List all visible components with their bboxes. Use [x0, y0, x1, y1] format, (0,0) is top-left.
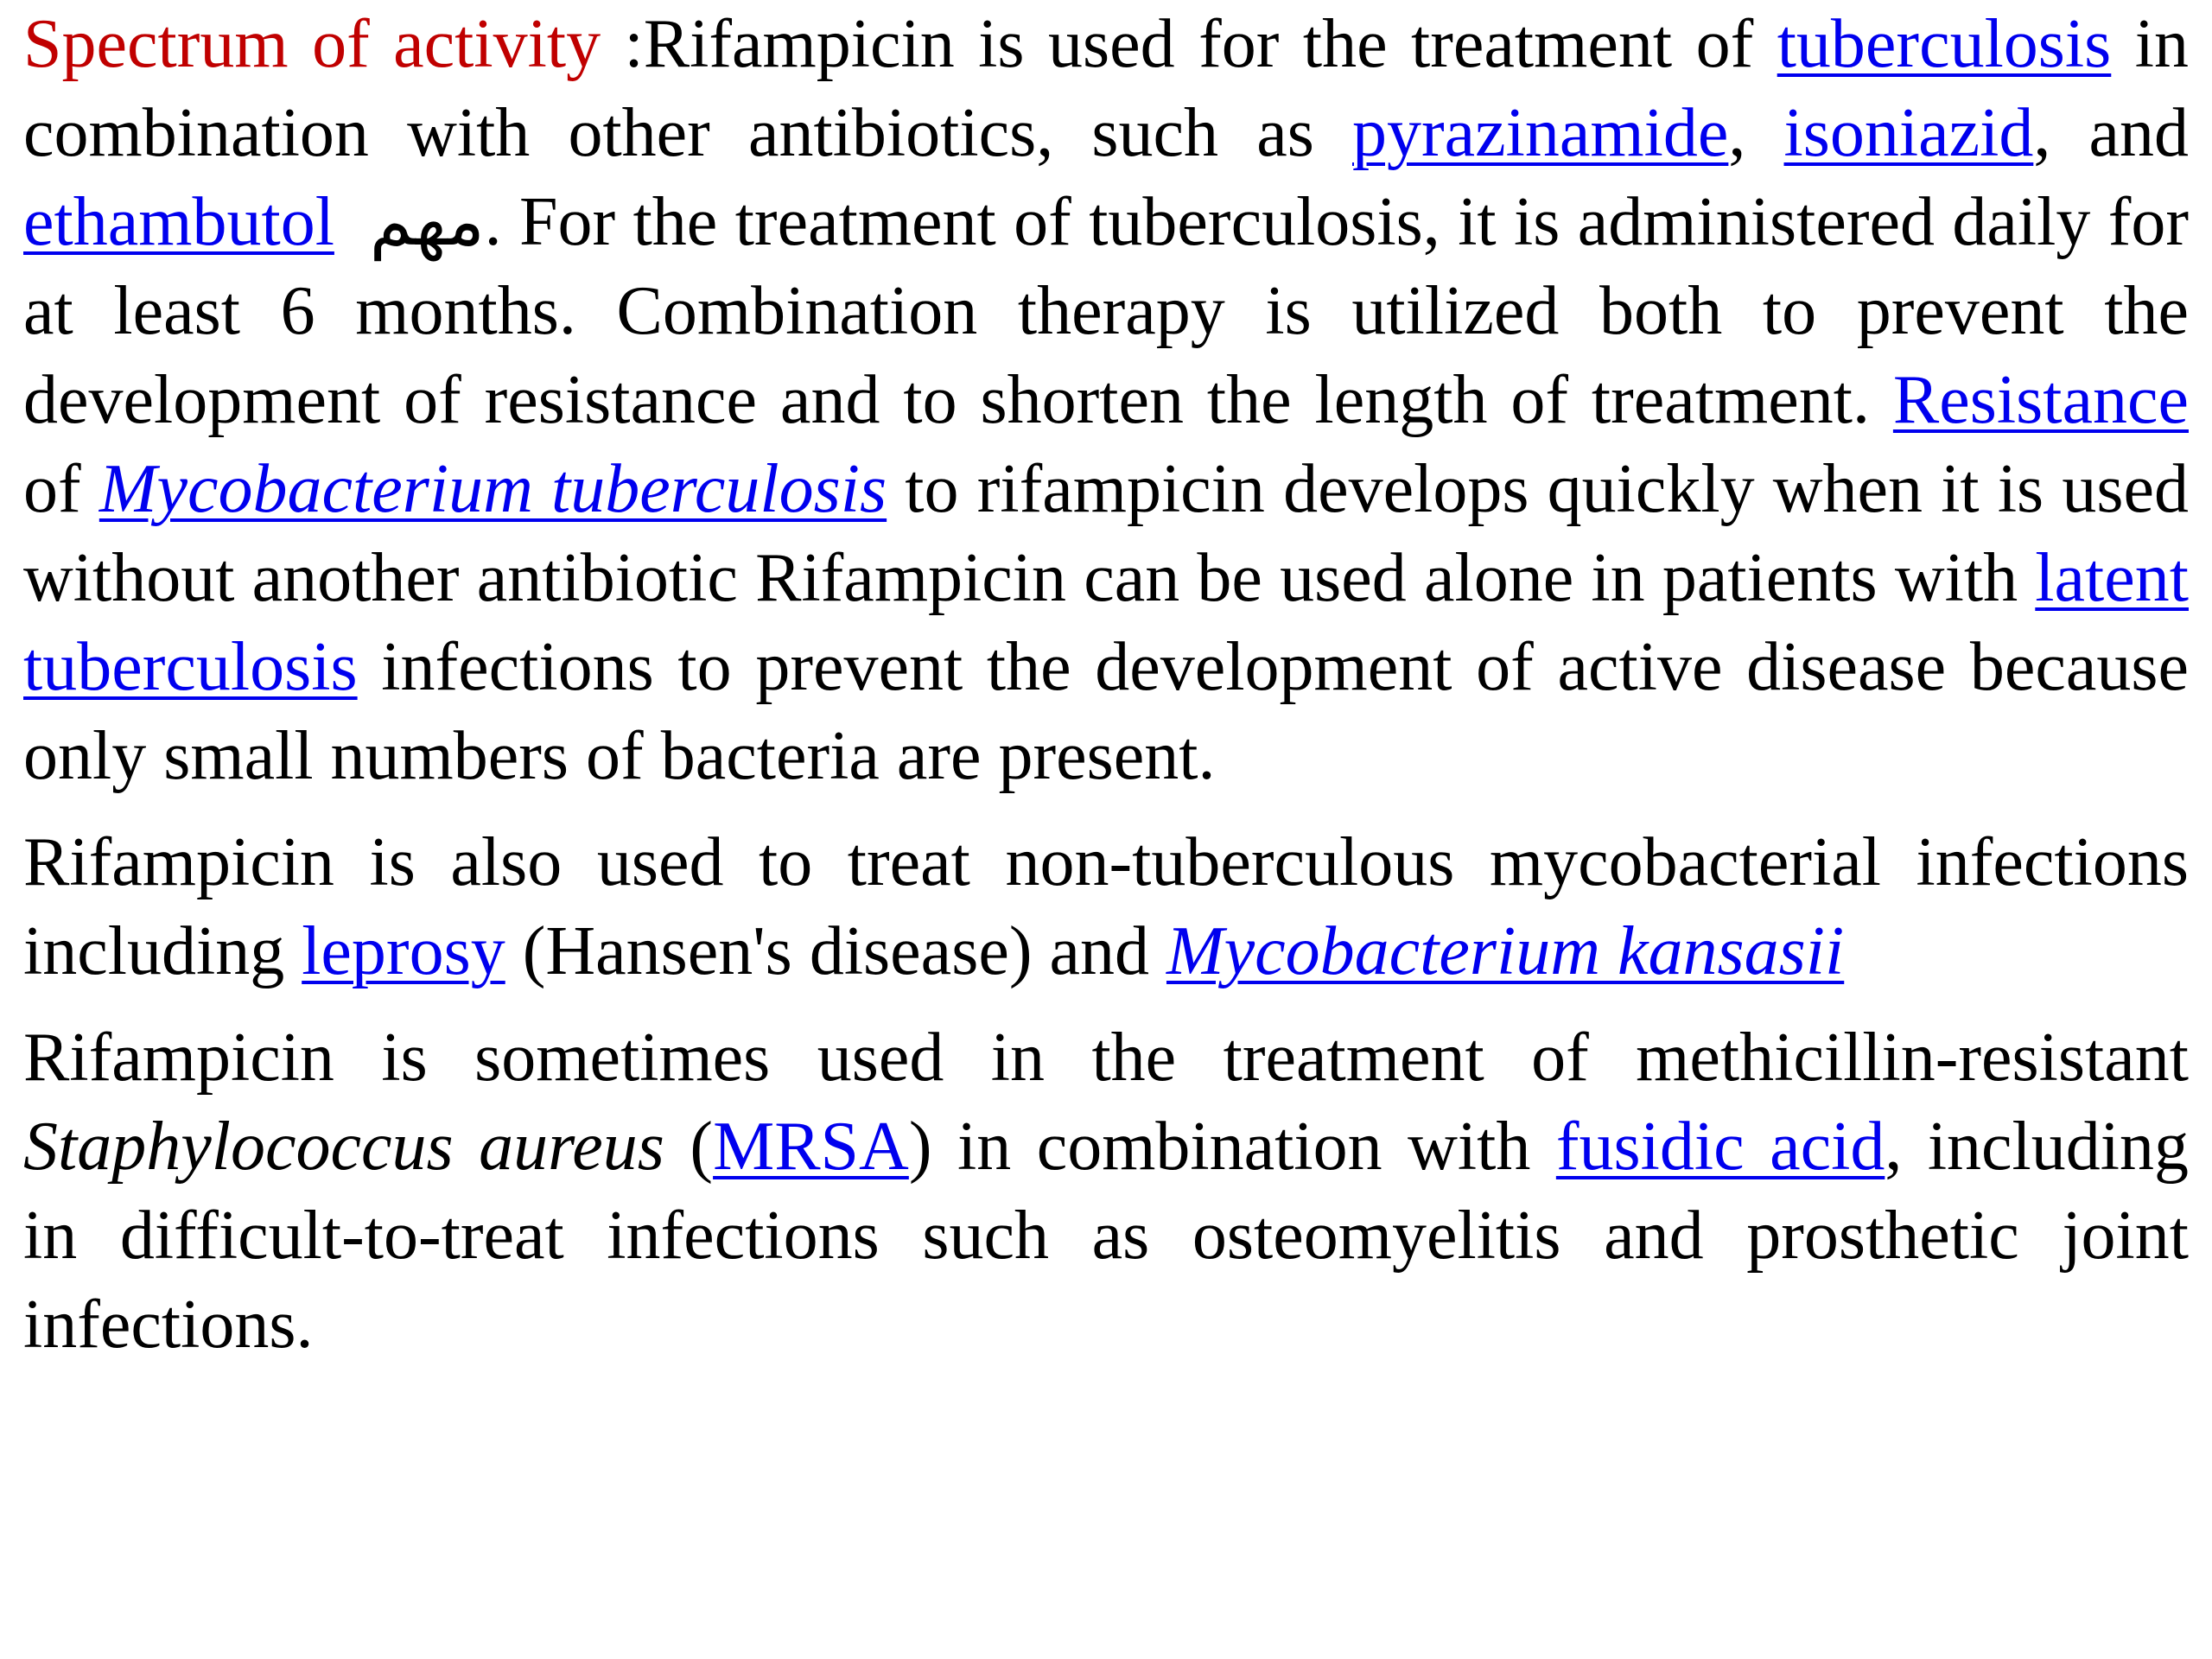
- link-tuberculosis[interactable]: tuberculosis: [1777, 6, 2112, 82]
- text-run: (Hansen's disease) and: [505, 913, 1166, 989]
- link-mrsa[interactable]: MRSA: [713, 1109, 909, 1185]
- staphylococcus-aureus-text: Staphylococcus aureus: [23, 1109, 664, 1185]
- link-latent-tuberculosis[interactable]: latent tuberculosis: [23, 540, 2189, 705]
- link-pyrazinamide[interactable]: pyrazinamide: [1352, 95, 1729, 171]
- text-run: infections to prevent the development of active disease because only small numbers of bacteria are present.: [23, 629, 2189, 794]
- text-run: , including in difficult-to-treat infections such as osteomyelitis and prosthetic joint infections.: [23, 1109, 2190, 1363]
- arabic-note: مهم: [369, 184, 485, 260]
- text-run: (: [664, 1109, 714, 1185]
- text-run: of: [23, 451, 99, 527]
- paragraph-mrsa: [23, 1014, 2189, 1370]
- document-page: [23, 0, 2189, 1370]
- section-heading: Spectrum of activity: [23, 6, 601, 82]
- text-run: ,: [1728, 95, 1784, 171]
- text-run: . For the treatment of tuberculosis, it is administered daily for at least 6 months. Combination therapy is utilized both to prevent the development of resistance and to shorten the length of treatment.: [23, 184, 2190, 438]
- link-mycobacterium-kansasii[interactable]: Mycobacterium kansasii: [1166, 913, 1845, 989]
- text-run: :Rifampicin is used for the treatment of: [601, 6, 1777, 82]
- text-run: Rifampicin is also used to treat non-tuberculous mycobacterial infections including: [23, 824, 2189, 989]
- text-run: Rifampicin is sometimes used in the treatment of methicillin-resistant: [23, 1020, 2189, 1096]
- link-leprosy[interactable]: leprosy: [302, 913, 505, 989]
- link-ethambutol[interactable]: ethambutol: [23, 184, 334, 260]
- text-run: in combination with other antibiotics, such as: [23, 6, 2189, 171]
- text-run: , and: [2033, 95, 2190, 171]
- text-run: [334, 184, 370, 260]
- link-fusidic-acid[interactable]: fusidic acid: [1555, 1109, 1885, 1185]
- text-run: ) in combination with: [908, 1109, 1556, 1185]
- link-isoniazid[interactable]: isoniazid: [1783, 95, 2034, 171]
- link-mycobacterium-tuberculosis[interactable]: Mycobacterium tuberculosis: [99, 451, 887, 527]
- paragraph-spectrum: [23, 0, 2189, 801]
- text-run: to rifampicin develops quickly when it is used without another antibiotic Rifampicin can be used alone in patients with: [23, 451, 2190, 616]
- paragraph-non-tuberculous: [23, 818, 2189, 996]
- link-resistance[interactable]: Resistance: [1892, 362, 2189, 438]
